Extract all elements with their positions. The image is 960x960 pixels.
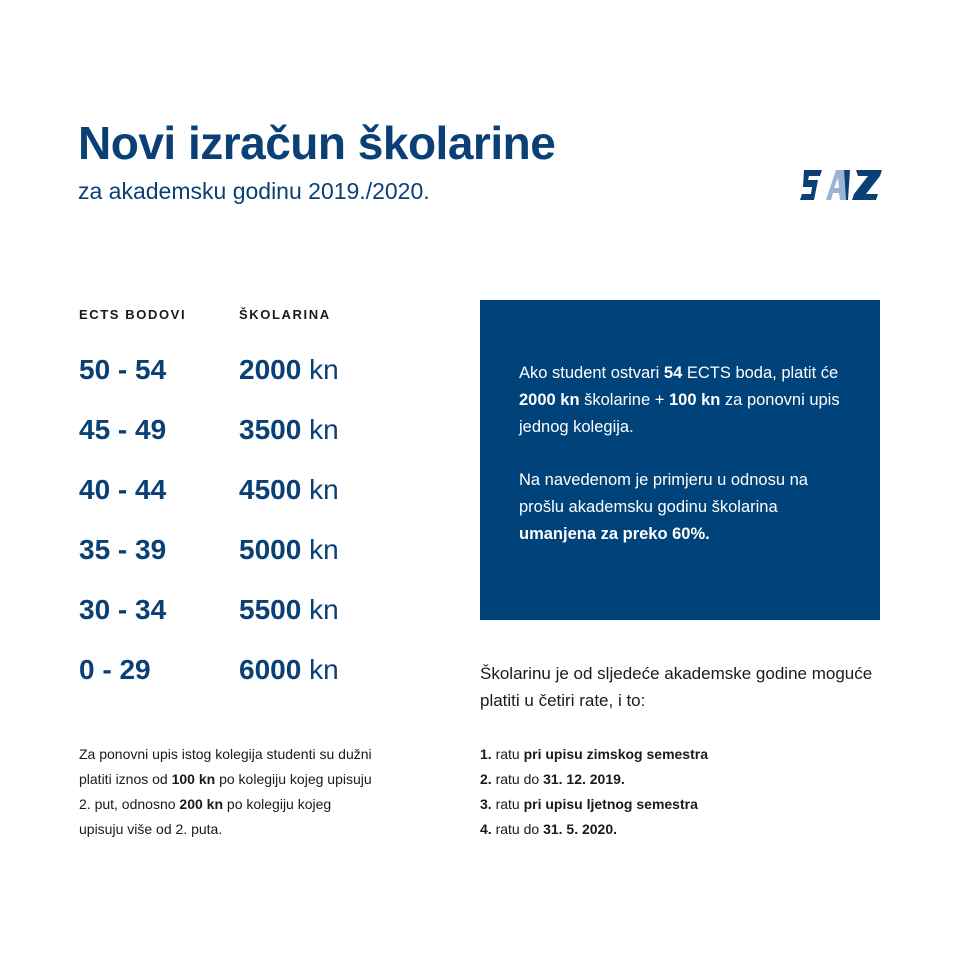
saz-logo (800, 168, 882, 202)
fee-table (79, 340, 419, 700)
info-text: ECTS boda, platit će (682, 364, 839, 382)
info-text: za ponovni upis jednog kolegija. (519, 391, 840, 436)
fee-row (79, 520, 419, 580)
installment-detail: pri upisu zimskog semestra (523, 746, 708, 762)
info-highlight: 100 kn (668, 391, 721, 409)
fee-amount (239, 594, 339, 626)
logo-letter-z (852, 170, 882, 200)
ects-range: 0 - 29 (79, 654, 151, 685)
fee-value: 4500 (239, 474, 302, 505)
installments-list (480, 742, 880, 842)
ects-range: 30 - 34 (79, 594, 167, 625)
info-text: školarine + (579, 391, 669, 409)
fee-amount (239, 654, 339, 686)
fee-value: 5000 (239, 534, 302, 565)
installment-item (480, 817, 880, 842)
page-title: Novi izračun školarine (78, 117, 556, 169)
installment-text: ratu do (491, 821, 544, 837)
fee-value: 6000 (239, 654, 302, 685)
example-info-box (480, 300, 880, 620)
column-header-fee: ŠKOLARINA (239, 307, 331, 322)
fee-value: 3500 (239, 414, 302, 445)
note-text: Za ponovni upis istog kolegija studenti su dužni platiti iznos od (79, 746, 372, 787)
installments-intro: Školarinu je od sljedeće akademske godine moguće platiti u četiri rate, i to: (480, 664, 873, 710)
ects-range: 45 - 49 (79, 414, 167, 445)
fee-row (79, 340, 419, 400)
note-text: po kolegiju kojeg upisuju više od 2. puta. (79, 796, 332, 837)
fee-amount (239, 534, 339, 566)
installment-number: 4. (480, 821, 492, 837)
note-amount: 100 kn (171, 771, 216, 787)
installment-item (480, 767, 880, 792)
reduction-paragraph (519, 467, 850, 548)
fee-unit: kn (309, 594, 339, 625)
installment-number: 3. (480, 796, 492, 812)
installment-detail: pri upisu ljetnog semestra (523, 796, 698, 812)
info-text: Ako student ostvari (519, 364, 664, 382)
fee-unit: kn (309, 534, 339, 565)
ects-range: 40 - 44 (79, 474, 167, 505)
info-highlight: umanjena za preko 60%. (519, 525, 710, 543)
note-amount: 200 kn (179, 796, 224, 812)
info-highlight: 54 (663, 364, 683, 382)
fee-row (79, 400, 419, 460)
fee-row (79, 640, 419, 700)
repeat-course-note (79, 742, 379, 842)
ects-range: 35 - 39 (79, 534, 167, 565)
fee-value: 5500 (239, 594, 302, 625)
installment-number: 1. (480, 746, 492, 762)
installment-item (480, 742, 880, 767)
fee-unit: kn (309, 654, 339, 685)
installment-detail: 31. 5. 2020. (543, 821, 618, 837)
installment-number: 2. (480, 771, 492, 787)
installment-text: ratu (491, 796, 524, 812)
fee-row (79, 460, 419, 520)
installment-text: ratu (491, 746, 524, 762)
column-header-ects: ECTS BODOVI (79, 307, 187, 322)
fee-amount (239, 474, 339, 506)
fee-unit: kn (309, 414, 339, 445)
logo-letter-s (800, 170, 822, 200)
installment-text: ratu do (491, 771, 544, 787)
note-text: po kolegiju kojeg upisuju 2. put, odnosno (79, 771, 372, 812)
fee-value: 2000 (239, 354, 302, 385)
info-highlight: 2000 kn (519, 391, 580, 409)
page-subtitle: za akademsku godinu 2019./2020. (78, 178, 430, 204)
info-text: Na navedenom je primjeru u odnosu na prošlu akademsku godinu školarina (519, 471, 808, 516)
logo-letter-a (826, 170, 846, 200)
installment-item (480, 792, 880, 817)
fee-unit: kn (309, 474, 339, 505)
fee-amount (239, 354, 339, 386)
fee-unit: kn (309, 354, 339, 385)
installment-detail: 31. 12. 2019. (543, 771, 625, 787)
ects-range: 50 - 54 (79, 354, 167, 385)
fee-row (79, 580, 419, 640)
fee-amount (239, 414, 339, 446)
example-paragraph (519, 360, 850, 441)
